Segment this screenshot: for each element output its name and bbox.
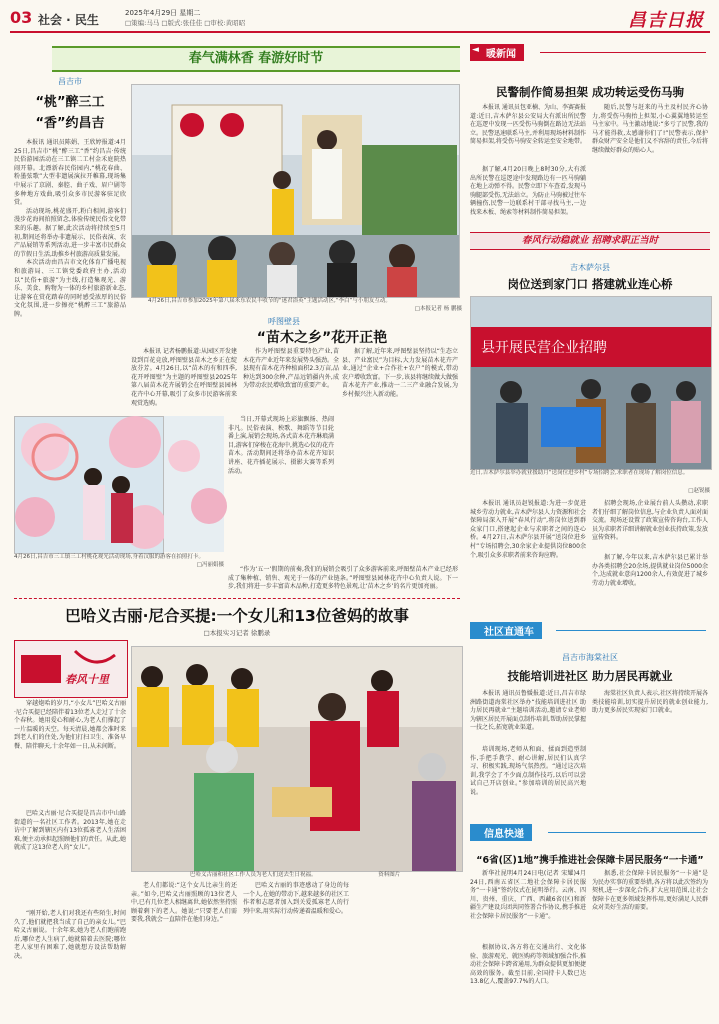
megaphone-icon: ◄ [472,45,479,55]
community-rule [556,630,706,631]
paper-logo: 昌吉日报 [628,10,704,31]
article4-title: 岗位送到家门口 搭建就业连心桥 [507,277,673,291]
peach-blossom-image [15,417,163,553]
spring-banner [52,46,460,72]
spring-banner-text: 春气满林香 春游好时节 [188,51,324,66]
tag-info-text: 信息快递 [470,824,532,841]
photo2-caption-text: 4月26日,昌吉市三工镇三工村桃花观光活动现场,身着汉服的游客在拍照打卡。 [14,554,204,560]
article1-kicker: 昌吉市 [58,77,82,86]
feature-body-2: 巴哈义古丽·尼合买提是昌吉市中山路街道的一名社区工作者。2013年,她在走访中了解到辖区内有13位孤寡老人生活困难,便主动承担起照顾他们的责任。从此,她就成了这13位老人的“女儿”。 [14,810,126,852]
photo2-caption [14,554,224,569]
article5-body-1: 本报讯 通讯员鲁媛报道:近日,昌吉市绿洲路街道海棠社区举办“技能培训进社区 助力居民再就业”主题培训活动,邀请专业老师为辖区居民开展面点制作培训,帮助居民掌握一技之长,拓宽就业渠道。 [470,690,586,732]
photo-elderly-care [131,646,463,872]
article2-kicker: 呼图壁县 [268,317,300,326]
article1-body-2: 活动现场,桃花盛开,粉白相间,游客们漫步花海间拍照留念,体验传统民俗文化带来的乐趣。据了解,此次活动将持续至5月初,期间还将举办非遗展示、民俗表演、农产品展销等系列活动,进一步丰富市民群众的节假日生活,助推乡村旅游高质量发展。 [14,207,126,258]
article5-kicker: 昌吉市海棠社区 [562,653,618,662]
article1-body-1: 本报讯 通讯员陈娟、王欣婷报道:4月25日,昌吉市“桃”醉三工“香”约昌吉·传统民俗游园活动在三工镇二工村金禾庭院热闹开幕。北漂新春民俗园内,“桃花春曲、粉墨弦歌”大型非遗展演拉开帷幕,现场集中展示了京剧、秦腔、曲子戏、眉户剧等多种地方戏曲,吸引众多市民游客驻足欣赏。 [14,139,126,207]
article1-body-3: 本次活动由昌吉市文化体育广播电视和旅游局、三工镇党委政府主办,活动以“民俗+旅游”为主线,打造集观光、游乐、美食、购物为一体的乡村旅游新业态,让游客在赏花踏春的同时感受浓厚的民俗文化氛围,进一步擦亮“桃醉三工”旅游品牌。 [14,259,126,318]
photo4-caption [190,872,460,880]
article2-body-3: 当日,开幕式现场上彩旗飘扬、热闹非凡。民俗表演、秧歌、舞蹈等节目轮番上演,展销会现场,各式苗木花卉琳琅满目,游客们穿梭在花海中,挑选心仪的花卉苗木。活动期间还将举办苗木花卉知识讲座、花卉插花展示、摄影大赛等系列活动。 [228,416,334,475]
article2-body-2: 作为呼图壁县重要特色产业,苗木花卉产业近年来发展势头强劲。全县现有苗木花卉种植面积2.3万亩,品种达到300余种,产品远销疆内外,成为带动农民增收致富的重要产业。 [243,348,340,390]
recruit-banner [470,232,710,250]
page-number: 03 [10,8,33,27]
photo-job-fair [470,296,712,470]
article1-title-1: “桃”醉三工 [35,95,105,110]
article5-title: 技能培训进社区 助力居民再就业 [507,669,673,683]
article2-body-1: 本报讯 记者杨鹏报道:从园区开发建设到百花竞放,呼图壁县苗木之乡正在绽放芬芳。4月26日,以“苗木的有和四季,花开呼图壁”为主题的呼图壁县2025年第八届苗木花卉展销会在呼图壁县园林花卉中心开幕,吸引了众多市民游客前来观赏选购。 [131,348,237,407]
article3-body-1: 本报讯 通讯员包亚楠、为山、李赛赛报道:近日,吉木萨尔县公安局大有派出所民警在巡逻中发现一匹受伤马驹倒在路边无法站立。民警迅速联系马主,并利用现场材料制作简易担架,将受伤马驹安全转运至安全地带。 [470,104,586,146]
photo1-credit: □本报记者 杨 鹏摄 [414,306,462,312]
feature-byline: □本报实习记者 徐鹏录 [203,629,271,637]
article3-body-3: 随后,民警与赶来的马主及村民齐心协力,将受伤马驹抬上担架,小心翼翼地转运至马主家中。马主激动地说:“多亏了民警,我的马才能得救,太感谢你们了!”民警表示,保护群众财产安全是他们义不容辞的责任,今后将继续做好群众的贴心人。 [592,104,708,154]
info-rule [548,832,706,833]
peach-strip [164,416,224,552]
peach-strip-image [164,416,224,552]
spring-stamp [14,640,128,698]
article4-kicker: 吉木萨尔县 [570,263,610,272]
article2-title: “苗木之乡”花开正艳 [256,330,388,346]
elderly-care-image [132,647,462,871]
feature-body-3: “刚开始,老人们对我还有些陌生,时间久了,他们就把我当成了自己的亲女儿。”巴哈义古丽说。十余年来,她为老人们跑前跑后,哪位老人生病了,她就陪着去医院;哪位老人家里有困难了,她就想方设法帮助解决。 [14,910,126,960]
feature-body-1: 穿越炮哈的岁月,“小女儿”巴哈义古丽·尼合买提已经陪伴着13位老人走过了十余个春秋。她用爱心和耐心,为老人们撑起了一片温暖的天空。每天清晨,她都会准时来到老人们的住处,为他们打扫卫生、准备早餐、陪伴聊天,十余年如一日,从未间断。 [14,700,126,750]
article5-body-3: 海棠社区负责人表示,社区将持续开展各类技能培训,切实提升居民的就业创业能力,助力更多居民实现家门口就业。 [592,690,708,715]
header-rule [10,31,710,33]
photo1-caption [148,298,460,306]
section-name: 社会 · 民生 [38,13,99,27]
issue-date: 2025年4月29日 星期二 [125,9,201,17]
recruit-banner-text: 春风行动稳就业 招聘求职正当时 [521,235,659,246]
feature-rule [14,598,460,599]
article3-body-2: 据了解,4月20日晚上8时30分,大有派出所民警在巡逻途中发现路边有一匹马驹躺在地上动弹不得。民警立即下车查看,发现马驹腿部受伤,无法站立。为防止马驹被过往车辆撞伤,民警一边联系村干部寻找马主,一边找来木板、绳索等材料制作简易担架。 [470,166,586,216]
page-header [10,6,710,30]
warm-news-rule [540,52,706,53]
spring-stamp-text: 春风十里 [65,673,109,686]
folk-performance-image [132,85,459,297]
article4-body-1: 本报讯 通讯员赵锐报道:为进一步促进城乡劳动力就业,吉木萨尔县人力资源和社会保障局深入开展“春风行动”,将岗位送到群众家门口,搭建起企业与求职者之间的连心桥。4月27日,吉木萨尔县开展“送岗位进乡村”专场招聘会,30余家企业提供岗位800余个,吸引众多求职者前来咨询应聘。 [470,500,586,559]
tag-community-text: 社区直通车 [470,622,542,639]
article5-body-2: 培训现场,老师从和面、揉面到造型制作,手把手教学、耐心讲解,居民们认真学习、积极实践,现场气氛热烈。“通过这次培训,我学会了不少面点制作技巧,以后可以尝试自己开店创业。”参加培训的居民高兴地说。 [470,746,586,796]
article4-body-3: 据了解,今年以来,吉木萨尔县已累计举办各类招聘会20余场,提供就业岗位5000余个,达成就业意向1200余人,有效促进了城乡劳动力就业增收。 [592,554,708,587]
photo4-caption-text: 巴哈义古丽和社区工作人员为老人们送去生日祝福。 [190,872,317,878]
tag-info [470,824,532,841]
article6-title: “6省(区)1地”携手推进社会保障卡居民服务“一卡通” [476,855,704,866]
article1-title-2: “香”约昌吉 [35,116,105,131]
photo3-credit: □赵锐摄 [688,488,710,494]
photo-folk-performance [131,84,460,298]
photo4-credit: 资料图片 [378,872,401,878]
article-taohua [14,72,126,402]
article2-body-4: 据了解,近年来,呼图壁县坚持以“生态立县、产业富民”为目标,大力发展苗木花卉产业,通过“企业+合作社+农户”的模式,带动农户增收致富。下一步,该县将继续做大做强苗木花卉产业,推动一二三产业融合发展,为乡村振兴注入新动能。 [342,348,458,398]
photo1-caption-text: 4月26日,昌吉市参加2025年第八届米东农民丰收节的“迷君浴英”主题活动区,“李白”与小朋友互动。 [148,298,391,304]
feature-body-6 [355,882,461,1018]
article3-title: 民警制作简易担架 成功转运受伤马驹 [495,85,684,99]
article2-body-5: “作为‘五一’假期的前奏,我们的展销会吸引了众多游客前来,呼图壁苗木产业已经形成了集种植、销售、观光于一体的产业链条。”呼图壁县园林花卉中心负责人说。下一步,我们将进一步丰富苗木品种,打造更多特色景观,让‘苗木之乡’的名片更加亮丽。 [228,566,458,591]
article6-body-3: 据悉,社会保障卡居民服务“一卡通”是为民办实事的重要举措,各方将以此次签约为契机,进一步深化合作,扩大应用范围,让社会保障卡在更多领域发挥作用,更好满足人民群众对美好生活的需要。 [592,870,708,912]
tag-warm-news [470,44,524,61]
article6-body-1: 新华社昆明4月24日电(记者 宋耀)4月24日,西南五省区二地社会保障卡居民服务“一卡通”签约仪式在昆明举行。云南、四川、贵州、重庆、广西、西藏6省(区)和新疆生产建设兵团共同签署合作协议,携手推进社会保障卡居民服务“一卡通”。 [470,870,586,920]
tag-warm-news-text: 暖新闻 [470,44,524,61]
job-fair-image [471,297,711,469]
article4-body-2: 招聘会现场,企业展台前人头攒动,求职者们仔细了解岗位信息,与企业负责人面对面交流。现场还设置了政策宣传咨询台,工作人员为求职者详细讲解就业创业扶持政策,发放宣传资料。 [592,500,708,542]
photo2-credit: □冯丽娟摄 [196,561,224,568]
feature-body-5: 巴哈义古丽的事迹感动了身边的每一个人,在她的带动下,越来越多的社区工作者和志愿者加入到关爱孤寡老人的行列中来,用实际行动传递着温暖和爱心。 [243,882,349,915]
photo-peach-blossom [14,416,164,554]
job-fair-banner-text: 县开展民营企业招聘 [481,340,607,356]
feature-body-4: 老人们都说:“这个女儿比亲生的还亲。”如今,巴哈义古丽照顾的13位老人中,已有几位老人相继离世,她依然坚持照顾着剩下的老人。她说:“只要老人们需要我,我就会一直陪伴在他们身边。” [131,882,237,924]
photo3-caption: 近日,吉木萨尔县举办就业援助月“送岗位进乡村”专场招聘会,求职者在现场了解岗位信息。 [470,470,689,476]
article6-body-2: 根据协议,各方将在交通出行、文化体验、旅游观光、就医购药等领域加强合作,推动社会保障卡跨省通用,为群众提供更加便捷高效的服务。截至目前,全国持卡人数已达13.8亿人,覆盖97.7%的人口。 [470,944,586,986]
feature-title: 巴哈义古丽·尼合买提:一个女儿和13位爸妈的故事 [65,607,409,625]
spring-stamp-art [15,641,127,697]
editors-line: □策编:马马 □版式:张佳佳 □审校:黄昭昭 [125,19,246,27]
tag-community [470,622,542,639]
